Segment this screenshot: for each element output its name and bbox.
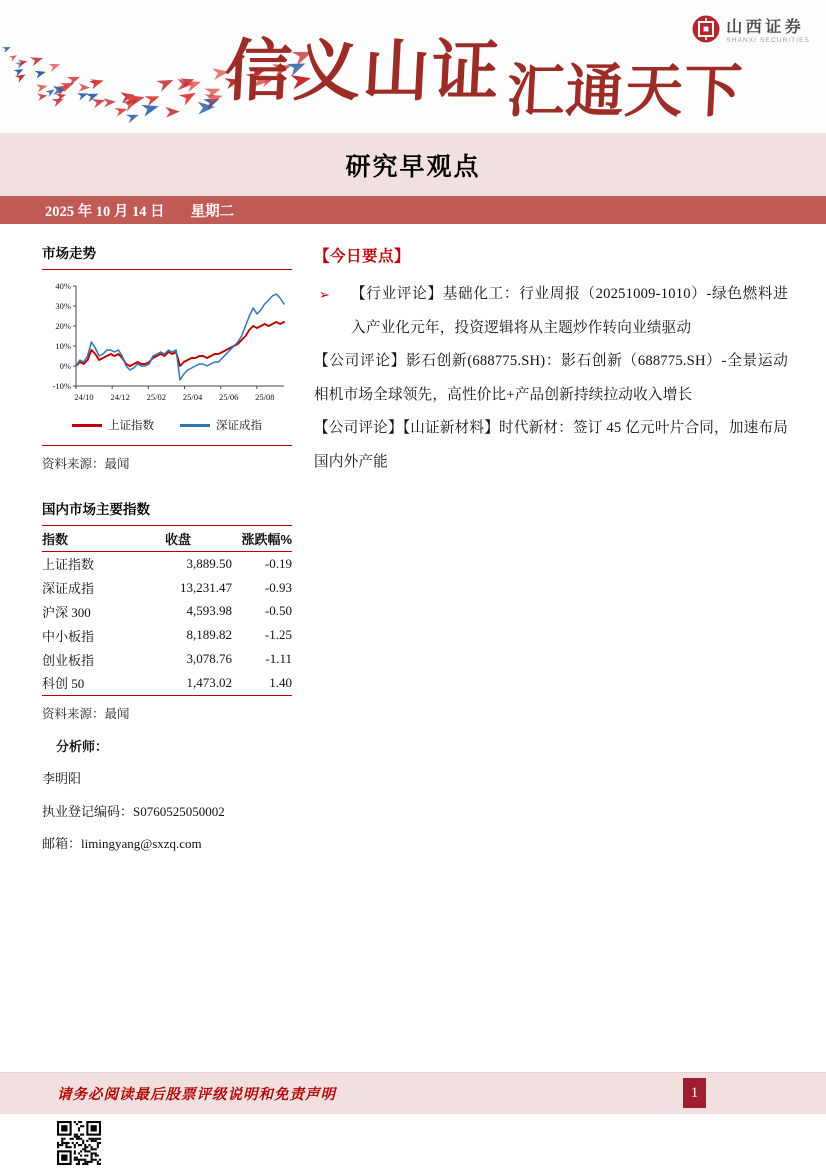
today-highlights-title: 【今日要点】 — [314, 248, 411, 265]
highlight-item — [314, 412, 788, 479]
table-row — [42, 647, 292, 671]
column-header: 指数 — [42, 532, 69, 547]
svg-text:10%: 10% — [55, 341, 71, 351]
table-cell: 8,189.82 — [186, 627, 232, 643]
svg-text:25/06: 25/06 — [219, 392, 239, 402]
analyst-license: 执业登记编码：S0760525050002 — [42, 803, 225, 819]
svg-text:25/02: 25/02 — [146, 392, 167, 402]
legend-label: 深证成指 — [216, 420, 262, 432]
legend-swatch — [72, 424, 102, 427]
table-cell: 沪深 300 — [42, 604, 91, 620]
bullet-arrow-icon: ➢ — [319, 287, 331, 302]
index-table — [42, 526, 292, 696]
market-trend-title: 市场走势 — [42, 246, 96, 261]
highlight-list — [314, 278, 788, 479]
table-cell: -0.50 — [264, 603, 292, 619]
table-cell: -1.11 — [265, 651, 292, 667]
report-date: 2025 年 10 月 14 日 — [45, 203, 165, 220]
report-weekday: 星期二 — [190, 203, 235, 220]
index-table-title: 国内市场主要指数 — [42, 502, 150, 517]
svg-text:25/08: 25/08 — [255, 392, 275, 402]
table-cell: 中小板指 — [42, 628, 95, 644]
legend-item — [180, 417, 262, 433]
company-logo — [691, 14, 810, 44]
footer-band — [0, 1072, 826, 1114]
legend-label: 上证指数 — [108, 420, 154, 432]
highlight-text: 【公司评论】【山证新材料】时代新材：签订 45 亿元叶片合同，加速布局国内外产能 — [314, 420, 788, 470]
table-row — [42, 600, 292, 624]
banner — [0, 0, 826, 133]
svg-text:40%: 40% — [55, 281, 71, 291]
svg-text:25/04: 25/04 — [182, 392, 203, 402]
slogan-text-1: 信义山证 — [222, 35, 503, 109]
svg-text:30%: 30% — [55, 301, 71, 311]
table-cell: 创业板指 — [42, 652, 95, 668]
table-cell: 1,473.02 — [186, 674, 232, 690]
date-band — [0, 196, 826, 224]
table-cell: -0.93 — [264, 579, 292, 595]
table-cell: 深证成指 — [42, 581, 95, 597]
logo-name-cn: 山西证券 — [726, 19, 805, 36]
svg-text:24/12: 24/12 — [110, 392, 130, 402]
table-cell: 3,889.50 — [186, 555, 232, 571]
analyst-block — [42, 736, 292, 853]
highlight-text: 【行业评论】基础化工：行业周报（20251009-1010）-绿色燃料进入产业化元年，投资逻辑将从主题炒作转向业绩驱动 — [351, 286, 788, 336]
table-cell: 科创 50 — [42, 676, 85, 692]
highlight-item — [314, 278, 788, 345]
divider — [42, 269, 292, 270]
svg-text:-10%: -10% — [52, 381, 71, 391]
svg-text:20%: 20% — [55, 321, 71, 331]
analyst-heading: 分析师： — [56, 738, 109, 754]
sidebar — [42, 242, 292, 866]
table-cell: -1.25 — [264, 627, 292, 643]
footer-disclaimer: 请务必阅读最后股票评级说明和免责声明 — [57, 1087, 336, 1103]
column-header: 涨跌幅% — [241, 532, 292, 547]
company-seal-icon — [691, 14, 721, 44]
column-header: 收盘 — [164, 532, 191, 547]
page-number-badge: 1 — [683, 1078, 706, 1108]
market-trend-chart — [42, 280, 292, 408]
logo-name-en: SHANXI SECURITIES — [726, 37, 810, 44]
report-title: 研究早观点 — [345, 152, 481, 181]
highlight-item — [314, 345, 788, 412]
svg-text:24/10: 24/10 — [74, 392, 94, 402]
chart-source: 资料来源：最闻 — [42, 457, 130, 471]
table-cell: -0.19 — [264, 555, 292, 571]
table-row — [42, 623, 292, 647]
analyst-email: 邮箱：limingyang@sxzq.com — [42, 836, 202, 852]
qr-code — [57, 1121, 101, 1165]
table-cell: 13,231.47 — [180, 579, 232, 595]
table-cell: 4,593.98 — [186, 603, 232, 619]
legend-item — [72, 417, 154, 433]
svg-text:0%: 0% — [59, 361, 71, 371]
table-row — [42, 671, 292, 695]
analyst-name: 李明阳 — [42, 771, 82, 787]
banner-slogan — [222, 18, 745, 124]
legend-swatch — [180, 424, 210, 427]
highlight-text: 【公司评论】影石创新(688775.SH)：影石创新（688775.SH）-全景运动相机市场全球领先，高性价比+产品创新持续拉动收入增长 — [314, 353, 788, 403]
divider — [42, 445, 292, 446]
table-source: 资料来源：最闻 — [42, 706, 130, 721]
chart-legend — [42, 417, 292, 433]
table-cell: 1.40 — [269, 674, 292, 690]
table-cell: 上证指数 — [42, 557, 95, 573]
table-cell: 3,078.76 — [186, 651, 232, 667]
table-row — [42, 576, 292, 600]
table-header-row — [42, 526, 292, 551]
main-column — [292, 242, 788, 866]
title-band — [0, 133, 826, 196]
table-row — [42, 552, 292, 576]
slogan-text-2: 汇通天下 — [505, 59, 745, 124]
